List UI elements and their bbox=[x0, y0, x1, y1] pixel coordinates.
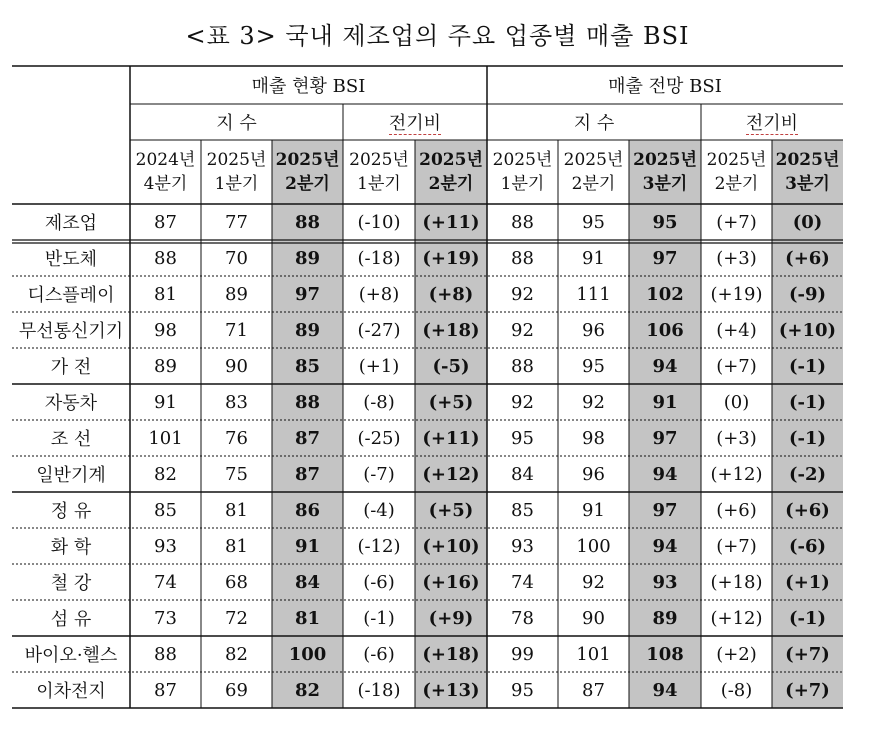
table-cell: 86 bbox=[272, 492, 343, 528]
table-cell: (+1) bbox=[358, 355, 400, 377]
table-cell: 74 bbox=[511, 571, 534, 593]
table-cell: (-10) bbox=[357, 211, 401, 233]
table-cell: (+12) bbox=[710, 607, 763, 629]
table-cell: 97 bbox=[629, 492, 701, 528]
bsi-table bbox=[12, 66, 843, 708]
column-header: 2025년 1분기 bbox=[206, 150, 267, 194]
table-cell: (+2) bbox=[716, 643, 757, 665]
table-cell: 88 bbox=[154, 247, 177, 269]
table-cell: 82 bbox=[272, 672, 343, 708]
table-cell: (+10) bbox=[772, 312, 843, 348]
table-cell: 95 bbox=[511, 679, 534, 701]
table-cell: 87 bbox=[154, 679, 177, 701]
table-cell: (-25) bbox=[357, 427, 401, 449]
table-cell: 97 bbox=[272, 276, 343, 312]
table-row bbox=[12, 492, 843, 528]
table-cell: 95 bbox=[582, 355, 605, 377]
table-cell: (+5) bbox=[415, 492, 487, 528]
column-header: 2025년 1분기 bbox=[492, 150, 553, 194]
table-cell: 100 bbox=[576, 535, 611, 557]
table-cell: (-1) bbox=[772, 420, 843, 456]
table-row bbox=[12, 276, 843, 312]
table-cell: (+7) bbox=[772, 636, 843, 672]
table-cell: 88 bbox=[511, 211, 534, 233]
row-label: 이차전지 bbox=[36, 681, 106, 702]
table-cell: (+1) bbox=[772, 564, 843, 600]
table-cell: 81 bbox=[225, 535, 248, 557]
row-label: 반도체 bbox=[44, 249, 98, 270]
table-title: <표 3> 국내 제조업의 주요 업종별 매출 BSI bbox=[185, 22, 690, 50]
table-row bbox=[12, 672, 843, 708]
table-cell: 89 bbox=[272, 240, 343, 276]
table-cell: (+8) bbox=[358, 283, 400, 305]
table-cell: 94 bbox=[629, 456, 701, 492]
table-cell: (-1) bbox=[772, 384, 843, 420]
table-cell: (+9) bbox=[415, 600, 487, 636]
table-cell: 87 bbox=[272, 456, 343, 492]
table-cell: (+18) bbox=[415, 636, 487, 672]
table-cell: (+6) bbox=[772, 240, 843, 276]
table-cell: 95 bbox=[511, 427, 534, 449]
table-cell: 92 bbox=[511, 283, 534, 305]
table-cell: 102 bbox=[629, 276, 701, 312]
column-header: 2025년 2분기 bbox=[415, 140, 487, 204]
table-cell: (-27) bbox=[357, 319, 401, 341]
row-label: 가 전 bbox=[50, 357, 92, 378]
table-cell: 89 bbox=[629, 600, 701, 636]
table-cell: 77 bbox=[225, 211, 248, 233]
table-cell: (+19) bbox=[415, 240, 487, 276]
row-label: 화 학 bbox=[50, 537, 92, 558]
table-row bbox=[12, 600, 843, 636]
table-cell: (-1) bbox=[772, 600, 843, 636]
column-header: 2025년 3분기 bbox=[629, 140, 701, 204]
header-current-change: 전기비 bbox=[388, 113, 442, 134]
table-cell: (-8) bbox=[363, 391, 395, 413]
table-cell: 98 bbox=[154, 319, 177, 341]
table-cell: 73 bbox=[154, 607, 177, 629]
table-cell: 68 bbox=[225, 571, 248, 593]
table-cell: (+16) bbox=[415, 564, 487, 600]
table-cell: 108 bbox=[629, 636, 701, 672]
table-cell: (+12) bbox=[710, 463, 763, 485]
table-cell: 98 bbox=[582, 427, 605, 449]
table-cell: 88 bbox=[272, 384, 343, 420]
table-cell: (-6) bbox=[772, 528, 843, 564]
table-cell: 96 bbox=[582, 463, 605, 485]
table-cell: (+12) bbox=[415, 456, 487, 492]
table-cell: 89 bbox=[272, 312, 343, 348]
table-cell: 101 bbox=[148, 427, 183, 449]
table-cell: 74 bbox=[154, 571, 177, 593]
table-cell: 90 bbox=[582, 607, 605, 629]
table-cell: (+6) bbox=[716, 499, 757, 521]
table-row bbox=[12, 636, 843, 672]
table-cell: (-18) bbox=[357, 679, 401, 701]
table-cell: 88 bbox=[272, 204, 343, 240]
table-cell: 100 bbox=[272, 636, 343, 672]
table-cell: 81 bbox=[225, 499, 248, 521]
table-cell: (+18) bbox=[415, 312, 487, 348]
row-label: 제조업 bbox=[44, 213, 98, 234]
table-cell: (+10) bbox=[415, 528, 487, 564]
table-cell: (+18) bbox=[710, 571, 763, 593]
column-header: 2025년 1분기 bbox=[349, 150, 409, 194]
table-row bbox=[12, 456, 843, 492]
table-cell: 85 bbox=[272, 348, 343, 384]
table-cell: (+7) bbox=[716, 535, 757, 557]
table-cell: (+11) bbox=[415, 420, 487, 456]
table-cell: 95 bbox=[582, 211, 605, 233]
table-cell: 82 bbox=[154, 463, 177, 485]
table-cell: 88 bbox=[511, 247, 534, 269]
table-cell: (-5) bbox=[415, 348, 487, 384]
table-cell: 81 bbox=[272, 600, 343, 636]
table-cell: (-7) bbox=[363, 463, 395, 485]
header-current-bsi: 매출 현황 BSI bbox=[251, 76, 366, 97]
table-cell: (+8) bbox=[415, 276, 487, 312]
table-cell: (+7) bbox=[716, 211, 757, 233]
table-cell: 97 bbox=[629, 240, 701, 276]
table-row bbox=[12, 420, 843, 456]
table-row bbox=[12, 312, 843, 348]
table-cell: 76 bbox=[225, 427, 248, 449]
row-label: 섬 유 bbox=[50, 609, 92, 630]
table-cell: 81 bbox=[154, 283, 177, 305]
row-label: 자동차 bbox=[44, 393, 98, 414]
row-label: 무선통신기기 bbox=[18, 321, 124, 342]
table-cell: (-8) bbox=[720, 679, 753, 701]
table-cell: 91 bbox=[154, 391, 177, 413]
header-current-index: 지 수 bbox=[216, 113, 257, 134]
table-row bbox=[12, 348, 843, 384]
column-header: 2025년 2분기 bbox=[706, 150, 767, 194]
table-cell: 75 bbox=[225, 463, 248, 485]
table-cell: (-1) bbox=[363, 607, 395, 629]
table-cell: (+4) bbox=[716, 319, 757, 341]
table-cell: (-2) bbox=[772, 456, 843, 492]
table-cell: (-12) bbox=[357, 535, 401, 557]
header-corner bbox=[12, 66, 130, 204]
table-cell: 111 bbox=[576, 283, 611, 305]
table-cell: (+7) bbox=[716, 355, 757, 377]
column-header: 2025년 3분기 bbox=[772, 140, 843, 204]
table-cell: 91 bbox=[272, 528, 343, 564]
table-cell: 99 bbox=[511, 643, 534, 665]
table-cell: 84 bbox=[272, 564, 343, 600]
table-row bbox=[12, 240, 843, 276]
table-cell: 89 bbox=[154, 355, 177, 377]
table-cell: 78 bbox=[511, 607, 534, 629]
table-cell: (-9) bbox=[772, 276, 843, 312]
table-cell: 88 bbox=[511, 355, 534, 377]
table-cell: (-4) bbox=[363, 499, 395, 521]
table-cell: 91 bbox=[582, 499, 605, 521]
row-label: 조 선 bbox=[50, 429, 92, 450]
table-cell: (+6) bbox=[772, 492, 843, 528]
table-cell: (0) bbox=[772, 204, 843, 240]
table-cell: 93 bbox=[629, 564, 701, 600]
table-cell: 95 bbox=[629, 204, 701, 240]
table-cell: 93 bbox=[154, 535, 177, 557]
table-cell: 106 bbox=[629, 312, 701, 348]
row-label: 철 강 bbox=[50, 573, 92, 594]
table-cell: 85 bbox=[511, 499, 534, 521]
table-cell: (+3) bbox=[716, 247, 757, 269]
table-cell: 70 bbox=[225, 247, 248, 269]
table-cell: 85 bbox=[154, 499, 177, 521]
row-label: 일반기계 bbox=[36, 465, 106, 486]
table-row bbox=[12, 564, 843, 600]
column-header: 2025년 2분기 bbox=[563, 150, 624, 194]
table-cell: 92 bbox=[582, 571, 605, 593]
table-cell: 71 bbox=[225, 319, 248, 341]
row-label: 디스플레이 bbox=[27, 285, 115, 306]
table-cell: 101 bbox=[576, 643, 611, 665]
table-cell: 72 bbox=[225, 607, 248, 629]
table-cell: (+7) bbox=[772, 672, 843, 708]
table-cell: 94 bbox=[629, 528, 701, 564]
column-header: 2024년 4분기 bbox=[135, 150, 196, 194]
table-cell: 94 bbox=[629, 672, 701, 708]
table-cell: 92 bbox=[511, 319, 534, 341]
table-cell: 90 bbox=[225, 355, 248, 377]
table-row bbox=[12, 384, 843, 420]
table-cell: 94 bbox=[629, 348, 701, 384]
table-cell: (+11) bbox=[415, 204, 487, 240]
table-cell: 97 bbox=[629, 420, 701, 456]
table-cell: 92 bbox=[582, 391, 605, 413]
table-cell: (-6) bbox=[363, 643, 395, 665]
table-cell: (+5) bbox=[415, 384, 487, 420]
table-row bbox=[12, 528, 843, 564]
table-cell: (-1) bbox=[772, 348, 843, 384]
table-row bbox=[12, 204, 843, 240]
table-cell: 91 bbox=[582, 247, 605, 269]
table-cell: 89 bbox=[225, 283, 248, 305]
column-header: 2025년 2분기 bbox=[272, 140, 343, 204]
table-cell: (+13) bbox=[415, 672, 487, 708]
table-cell: 96 bbox=[582, 319, 605, 341]
row-label: 정 유 bbox=[50, 501, 92, 522]
header-outlook-bsi: 매출 전망 BSI bbox=[608, 76, 722, 97]
table-cell: (-6) bbox=[363, 571, 395, 593]
table-cell: 92 bbox=[511, 391, 534, 413]
table-cell: (0) bbox=[723, 391, 750, 413]
row-label: 바이오·헬스 bbox=[24, 645, 118, 666]
table-cell: 91 bbox=[629, 384, 701, 420]
header-outlook-change: 전기비 bbox=[745, 113, 799, 134]
table-cell: (-18) bbox=[357, 247, 401, 269]
table-cell: 83 bbox=[225, 391, 248, 413]
table-cell: 87 bbox=[582, 679, 605, 701]
table-cell: (+19) bbox=[710, 283, 763, 305]
table-cell: 87 bbox=[154, 211, 177, 233]
table-cell: 69 bbox=[225, 679, 248, 701]
header-outlook-index: 지 수 bbox=[573, 113, 615, 134]
table-cell: 93 bbox=[511, 535, 534, 557]
table-cell: (+3) bbox=[716, 427, 757, 449]
table-cell: 84 bbox=[511, 463, 534, 485]
table-cell: 87 bbox=[272, 420, 343, 456]
table-cell: 88 bbox=[154, 643, 177, 665]
table-cell: 82 bbox=[225, 643, 248, 665]
